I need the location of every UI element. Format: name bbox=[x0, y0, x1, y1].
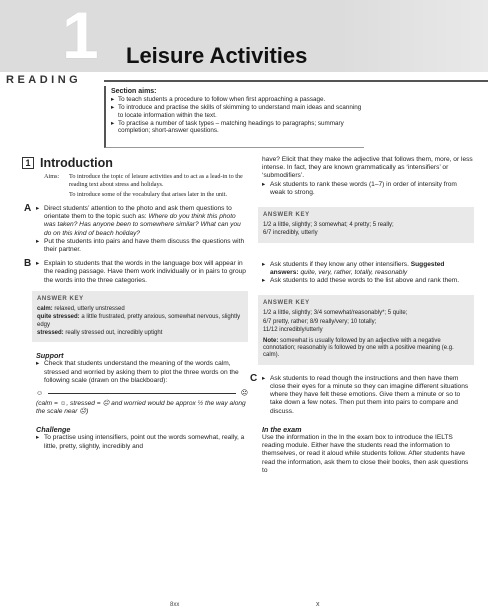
section-label: READING bbox=[6, 74, 82, 86]
rank-bullet: ▸ Ask students to rank these words (1–7) in order of intensity from weak to strong. bbox=[262, 181, 474, 197]
frown-icon: ☹ bbox=[240, 390, 248, 398]
intro-heading bbox=[22, 156, 248, 170]
answer-key-line: stressed: really stressed out, incredibly uptight bbox=[37, 330, 163, 337]
answer-key-line: 1/2 a little, slightly; 3 somewhat; 4 pretty; 5 really; bbox=[263, 222, 394, 229]
intro-aims bbox=[36, 173, 248, 199]
answer-key-box bbox=[258, 207, 474, 243]
answer-key-line: 6/7 pretty, rather; 8/9 really/very; 10 totally; bbox=[263, 318, 377, 325]
answer-key-box bbox=[32, 291, 248, 343]
section-aim-item: ▸ To teach students a procedure to follow when first approaching a passage. bbox=[111, 96, 364, 103]
support-scale-note: (calm = ☺, stressed = ☹ and worried would be approx ½ the way along the scale near ☹) bbox=[36, 400, 246, 416]
scale-line bbox=[48, 393, 236, 394]
challenge-heading: Challenge bbox=[36, 425, 71, 435]
step-letter: C bbox=[250, 372, 258, 384]
answer-key-box bbox=[258, 295, 474, 364]
add-words-bullet: ▸ Ask students to add these words to the list above and rank them. bbox=[262, 277, 474, 285]
answer-key-line: 1/2 a little, slightly; 3/4 somewhat/reasonably*; 5 quite; bbox=[263, 310, 408, 317]
left-column bbox=[24, 156, 248, 451]
step-letter: A bbox=[24, 203, 32, 214]
unit-number: 1 bbox=[62, 0, 99, 72]
answer-key-line: 6/7 incredibly, utterly bbox=[263, 230, 318, 237]
step-a bbox=[24, 203, 248, 254]
page-title: Leisure Activities bbox=[126, 43, 308, 68]
section-aim-item: ▸ To practise a number of task types – matching headings to paragraphs; summary completion; short-answer questions. bbox=[111, 120, 364, 134]
section-aims-box bbox=[104, 86, 364, 148]
intensifiers-bullet: ▸ Ask students if they know any other intensifiers. Suggested answers: quite, very, rather, totally, reasonably bbox=[262, 261, 474, 277]
step-c-bullet: ▸ Ask students to read though the instructions and then have them close their eyes for a minute so they can imagine different situations where they have felt these emotions. Give them a minute or so to take down a few notes. Then put them into pairs to compare and discuss. bbox=[262, 375, 474, 416]
step-c bbox=[250, 372, 474, 416]
answer-key-title: ANSWER KEY bbox=[37, 295, 84, 302]
section-aim-item: ▸ To introduce and practise the skills of skimming to understand main ideas and scanning to locate information within the text. bbox=[111, 104, 364, 118]
continued-text: have? Elicit that they make the adjective that follows them, more, or less intense. In fact, they are known grammatically as ‘intensifiers’ or ‘submodifiers’. bbox=[262, 156, 473, 180]
emotion-scale bbox=[36, 389, 248, 397]
section-aims-title: Section aims: bbox=[111, 88, 157, 95]
answer-key-line: calm: relaxed, utterly unstressed bbox=[37, 305, 125, 312]
section-rule bbox=[104, 80, 488, 82]
intro-number-box: 1 bbox=[22, 157, 34, 169]
challenge-bullet: ▸ To practise using intensifiers, point out the words somewhat, really, a little, pretty, slightly, incredibly and bbox=[36, 434, 248, 450]
exam-paragraph: Use the information in the In the exam box to introduce the IELTS reading module. Either have the students read the information to themselves, or read it aloud while students follow. After students have read the information, ask them to close their books, then ask questions to bbox=[262, 433, 469, 474]
step-b-bullet-1: ▸ Explain to students that the words in the language box will appear in the reading passage. Have them work individually or in pairs to group the words into the three categories. bbox=[36, 260, 248, 285]
support-heading: Support bbox=[36, 351, 64, 361]
step-letter: B bbox=[24, 258, 32, 270]
intro-aim-text: To introduce the topic of leisure activities and to act as a lead-in to the reading text about stress and holidays. bbox=[69, 173, 243, 188]
intro-title: Introduction bbox=[40, 156, 113, 170]
smile-icon: ☺ bbox=[36, 389, 44, 397]
support-bullet: ▸ Check that students understand the meaning of the words calm, stressed and worried by asking them to plot the three words on the following scale (drawn on the blackboard): bbox=[36, 360, 248, 385]
intro-aims-label: Aims: bbox=[44, 173, 60, 180]
answer-key-title: ANSWER KEY bbox=[263, 300, 310, 307]
step-a-bullet-1: ▸ Direct students’ attention to the photo and ask them questions to orientate them to the topic such as: Where do you think this photo was taken? Has anyone been to somewhere similar? What can you do on this kind of beach holiday? bbox=[36, 205, 248, 238]
step-b bbox=[24, 258, 248, 285]
right-column bbox=[250, 156, 474, 475]
step-a-questions: Where do you think this photo was taken? Has anyone been to somewhere similar? What can you do on this kind of beach holiday? bbox=[44, 213, 241, 237]
answer-key-note: Note: somewhat is usually followed by an adjective with a negative connotation; reasonably is followed by one with a positive meaning (e.g. calm). bbox=[263, 337, 454, 359]
step-a-bullet-2: ▸ Put the students into pairs and have them discuss the questions with their partner. bbox=[36, 238, 248, 254]
intro-aim-text: To introduce some of the vocabulary that arises later in the unit. bbox=[69, 191, 227, 198]
exam-heading: In the exam bbox=[262, 424, 302, 434]
page-folio-left: 8xx bbox=[170, 602, 180, 608]
page-folio-right: x bbox=[316, 601, 320, 608]
answer-key-line: 11/12 incredibly/utterly bbox=[263, 327, 323, 334]
answer-key-line: quite stressed: a little frustrated, pretty anxious, somewhat nervous, slightly edgy bbox=[37, 314, 241, 328]
answer-key-title: ANSWER KEY bbox=[263, 212, 310, 219]
